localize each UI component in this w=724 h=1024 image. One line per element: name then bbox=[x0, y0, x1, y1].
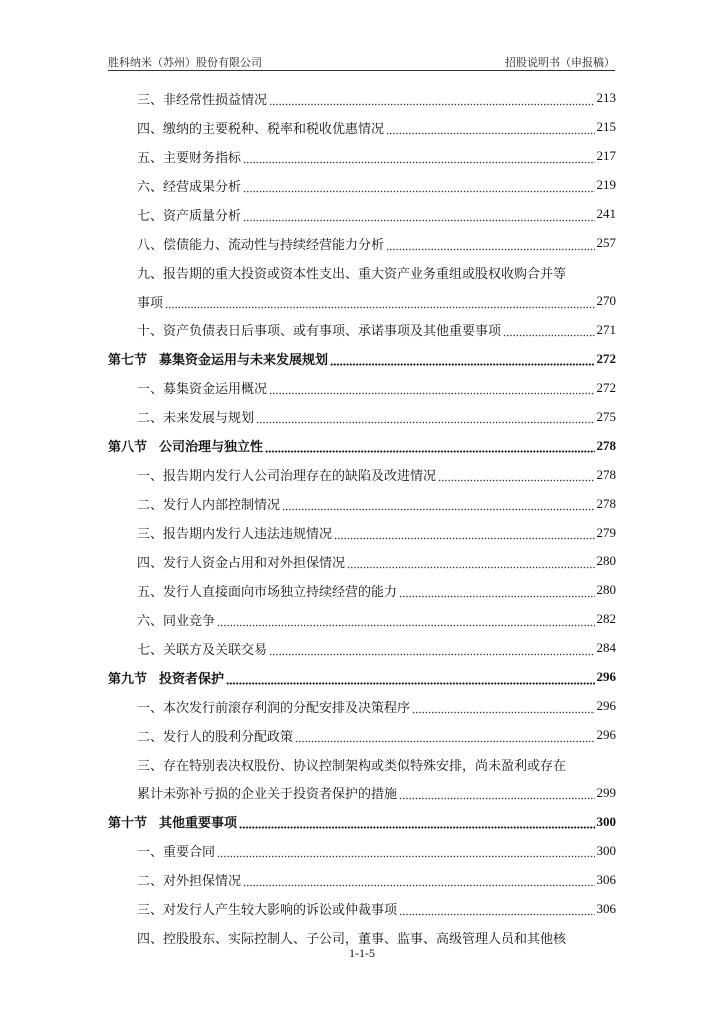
toc-entry-label: 六、同业竞争 bbox=[137, 613, 216, 629]
toc-entry-label: 五、主要财务指标 bbox=[137, 150, 242, 166]
toc-entry[interactable] bbox=[108, 84, 616, 113]
dot-leader bbox=[239, 816, 594, 829]
toc-chapter-title: 其他重要事项 bbox=[159, 816, 238, 832]
toc-entry[interactable] bbox=[108, 287, 616, 316]
toc-entry[interactable] bbox=[108, 692, 616, 721]
dot-leader bbox=[269, 382, 594, 395]
toc-page-number: 300 bbox=[596, 842, 616, 858]
toc-entry-label bbox=[108, 349, 328, 368]
toc-entry[interactable] bbox=[108, 750, 616, 779]
toc-entry-label: 一、重要合同 bbox=[137, 845, 216, 861]
toc-entry[interactable] bbox=[108, 894, 616, 923]
dot-leader bbox=[243, 209, 594, 222]
toc-entry-label: 二、未来发展与规划 bbox=[137, 411, 255, 427]
dot-leader bbox=[295, 730, 594, 743]
toc-page-number: 213 bbox=[596, 90, 616, 106]
toc-entry-label bbox=[108, 668, 224, 687]
dot-leader bbox=[226, 672, 594, 685]
toc-entry[interactable] bbox=[108, 605, 616, 634]
toc-entry-label: 三、对发行人产生较大影响的诉讼或仲裁事项 bbox=[137, 903, 398, 919]
toc-entry-label: 八、偿债能力、流动性与持续经营能力分析 bbox=[137, 237, 385, 253]
toc-page-number: 296 bbox=[596, 727, 616, 743]
toc-entry[interactable] bbox=[108, 402, 616, 431]
toc-entry[interactable] bbox=[108, 460, 616, 489]
toc-page-number: 271 bbox=[596, 321, 616, 337]
toc-chapter-title: 募集资金运用与未来发展规划 bbox=[159, 353, 329, 369]
dot-leader bbox=[347, 556, 594, 569]
toc-entry[interactable] bbox=[108, 547, 616, 576]
toc-entry-label: 十、资产负债表日后事项、或有事项、承诺事项及其他重要事项 bbox=[137, 324, 502, 340]
toc-entry[interactable] bbox=[108, 113, 616, 142]
dot-leader bbox=[243, 151, 594, 164]
toc-entry-label: 九、报告期的重大投资或资本性支出、重大资产业务重组或股权收购合并等 bbox=[137, 266, 567, 282]
toc-page-number: 282 bbox=[596, 611, 616, 627]
toc-entry[interactable] bbox=[108, 200, 616, 229]
dot-leader bbox=[330, 353, 594, 366]
toc-entry[interactable] bbox=[108, 229, 616, 258]
toc-page-number: 279 bbox=[596, 524, 616, 540]
toc-entry-label: 七、关联方及关联交易 bbox=[137, 642, 268, 658]
toc-page-number: 278 bbox=[596, 495, 616, 511]
dot-leader bbox=[386, 122, 594, 135]
toc-entry-label: 二、发行人的股利分配政策 bbox=[137, 729, 294, 745]
toc-entry-label: 一、本次发行前滚存利润的分配安排及决策程序 bbox=[137, 700, 411, 716]
toc-entry[interactable] bbox=[108, 518, 616, 547]
toc-entry-label: 二、对外担保情况 bbox=[137, 874, 242, 890]
dot-leader bbox=[265, 440, 594, 453]
toc-chapter-number: 第九节 bbox=[108, 671, 148, 687]
toc-page-number: 278 bbox=[596, 466, 616, 482]
toc-chapter-number: 第七节 bbox=[108, 353, 148, 369]
toc-page-number: 306 bbox=[596, 900, 616, 916]
page-number: 1-1-5 bbox=[349, 946, 375, 960]
toc-page-number: 278 bbox=[596, 437, 616, 453]
toc-page-number: 215 bbox=[596, 119, 616, 135]
toc-entry-label: 七、资产质量分析 bbox=[137, 208, 242, 224]
toc-chapter-number: 第十节 bbox=[108, 816, 148, 832]
dot-leader bbox=[269, 643, 594, 656]
dot-leader bbox=[399, 903, 594, 916]
toc-entry-label: 五、发行人直接面向市场独立持续经营的能力 bbox=[137, 584, 398, 600]
toc-page-number: 280 bbox=[596, 553, 616, 569]
dot-leader bbox=[269, 93, 594, 106]
toc-entry-label bbox=[108, 436, 263, 455]
toc-page-number: 275 bbox=[596, 408, 616, 424]
dot-leader bbox=[165, 296, 594, 309]
toc-entry[interactable] bbox=[108, 836, 616, 865]
toc-entry[interactable] bbox=[108, 576, 616, 605]
toc-page-number: 270 bbox=[596, 293, 616, 309]
toc-entry[interactable] bbox=[108, 258, 616, 287]
page-header bbox=[108, 52, 615, 71]
toc-chapter-entry[interactable] bbox=[108, 344, 616, 373]
dot-leader bbox=[386, 238, 594, 251]
toc-page-number: 284 bbox=[596, 640, 616, 656]
toc-page-number: 299 bbox=[596, 784, 616, 800]
toc-entry-label: 一、募集资金运用概况 bbox=[137, 382, 268, 398]
toc-page-number: 300 bbox=[596, 813, 616, 829]
toc-page-number: 296 bbox=[596, 669, 616, 685]
toc-page-number: 217 bbox=[596, 148, 616, 164]
toc-entry-label: 一、报告期内发行人公司治理存在的缺陷及改进情况 bbox=[137, 469, 437, 485]
toc-entry-label: 二、发行人内部控制情况 bbox=[137, 498, 281, 514]
dot-leader bbox=[217, 845, 594, 858]
dot-leader bbox=[399, 787, 594, 800]
toc-entry[interactable] bbox=[108, 865, 616, 894]
toc-page-number: 296 bbox=[596, 698, 616, 714]
dot-leader bbox=[243, 874, 594, 887]
header-doc-title: 招股说明书（申报稿） bbox=[505, 56, 615, 69]
toc-chapter-entry[interactable] bbox=[108, 807, 616, 836]
dot-leader bbox=[217, 614, 594, 627]
dot-leader bbox=[438, 469, 594, 482]
toc-chapter-entry[interactable] bbox=[108, 431, 616, 460]
toc-entry-label: 三、非经常性损益情况 bbox=[137, 92, 268, 108]
dot-leader bbox=[399, 585, 594, 598]
toc-entry[interactable] bbox=[108, 779, 616, 808]
toc-entry[interactable] bbox=[108, 489, 616, 518]
table-of-contents bbox=[108, 84, 616, 952]
toc-entry[interactable] bbox=[108, 373, 616, 402]
toc-page-number: 306 bbox=[596, 871, 616, 887]
dot-leader bbox=[256, 411, 594, 424]
toc-entry-label: 三、报告期内发行人违法违规情况 bbox=[137, 527, 333, 543]
toc-entry[interactable] bbox=[108, 721, 616, 750]
dot-leader bbox=[503, 324, 594, 337]
toc-page-number: 241 bbox=[596, 206, 616, 222]
toc-page-number: 272 bbox=[596, 350, 616, 366]
toc-entry-label: 累计未弥补亏损的企业关于投资者保护的措施 bbox=[137, 787, 398, 803]
toc-entry-label: 事项 bbox=[137, 295, 164, 311]
toc-page-number: 272 bbox=[596, 379, 616, 395]
toc-entry-label: 四、控股股东、实际控制人、子公司，董事、监事、高级管理人员和其他核 bbox=[137, 932, 567, 948]
toc-page-number: 219 bbox=[596, 177, 616, 193]
toc-page-number: 257 bbox=[596, 235, 616, 251]
toc-entry[interactable] bbox=[108, 171, 616, 200]
dot-leader bbox=[412, 701, 594, 714]
toc-entry-label: 三、存在特别表决权股份、协议控制架构或类似特殊安排，尚未盈利或存在 bbox=[137, 758, 567, 774]
toc-chapter-title: 公司治理与独立性 bbox=[159, 440, 264, 456]
toc-entry-label: 四、缴纳的主要税种、税率和税收优惠情况 bbox=[137, 121, 385, 137]
toc-entry[interactable] bbox=[108, 316, 616, 345]
toc-entry-label: 四、发行人资金占用和对外担保情况 bbox=[137, 555, 346, 571]
toc-entry[interactable] bbox=[108, 634, 616, 663]
dot-leader bbox=[334, 527, 594, 540]
toc-page-number: 280 bbox=[596, 582, 616, 598]
toc-chapter-number: 第八节 bbox=[108, 440, 148, 456]
dot-leader bbox=[282, 498, 594, 511]
toc-entry[interactable] bbox=[108, 142, 616, 171]
toc-entry-label: 六、经营成果分析 bbox=[137, 179, 242, 195]
dot-leader bbox=[243, 180, 594, 193]
toc-entry-label bbox=[108, 812, 237, 831]
header-company: 胜科纳米（苏州）股份有限公司 bbox=[108, 56, 262, 69]
toc-chapter-entry[interactable] bbox=[108, 663, 616, 692]
toc-chapter-title: 投资者保护 bbox=[159, 671, 225, 687]
